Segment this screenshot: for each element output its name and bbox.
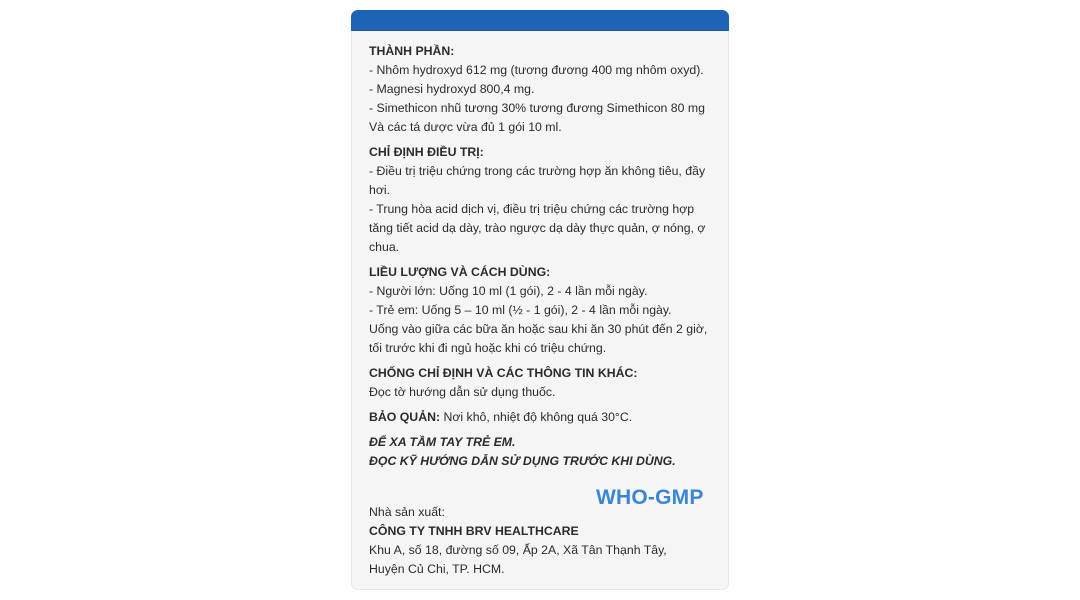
- composition-heading: THÀNH PHẦN:: [369, 44, 455, 58]
- indications-line: - Điều trị triệu chứng trong các trường hợp ăn không tiêu, đầy hơi.: [369, 164, 706, 197]
- package-label-panel: [351, 10, 729, 590]
- dosage-heading: LIỀU LƯỢNG VÀ CÁCH DÙNG:: [369, 265, 551, 279]
- manufacturer-label: Nhà sản xuất:: [369, 505, 445, 519]
- dosage-line: - Người lớn: Uống 10 ml (1 gói), 2 - 4 lần mỗi ngày.: [369, 284, 648, 298]
- composition-line: Và các tá dược vừa đủ 1 gói 10 ml.: [369, 120, 562, 134]
- manufacturer-block: [369, 503, 719, 579]
- storage-row: [369, 408, 719, 427]
- manufacturer-company: CÔNG TY TNHH BRV HEALTHCARE: [369, 524, 579, 538]
- manufacturer-address-line: Huyện Củ Chi, TP. HCM.: [369, 562, 505, 576]
- who-gmp-mark: WHO-GMP: [596, 486, 704, 509]
- storage-label: BẢO QUẢN:: [369, 410, 441, 424]
- contraindications-line: Đọc tờ hướng dẫn sử dụng thuốc.: [369, 385, 556, 399]
- manufacturer-address-line: Khu A, số 18, đường số 09, Ấp 2A, Xã Tân Thạnh Tây,: [369, 543, 667, 557]
- indications-line: - Trung hòa acid dịch vị, điều trị triệu chứng các trường hợp tăng tiết acid dạ dày, trào ngược dạ dày thực quản, ợ nóng, ợ chua.: [369, 202, 706, 254]
- warning-children: ĐỂ XA TẦM TAY TRẺ EM.: [369, 435, 516, 449]
- composition-line: - Simethicon nhũ tương 30% tương đương Simethicon 80 mg: [369, 101, 705, 115]
- top-blue-band: [351, 10, 729, 31]
- dosage-line: - Trẻ em: Uống 5 – 10 ml (½ - 1 gói), 2 - 4 lần mỗi ngày.: [369, 303, 672, 317]
- warning-read-instructions: ĐỌC KỸ HƯỚNG DẪN SỬ DỤNG TRƯỚC KHI DÙNG.: [369, 454, 676, 468]
- indications-heading: CHỈ ĐỊNH ĐIỀU TRỊ:: [369, 145, 484, 159]
- composition-line: - Nhôm hydroxyd 612 mg (tương đương 400 mg nhôm oxyd).: [369, 63, 704, 77]
- composition-line: - Magnesi hydroxyd 800,4 mg.: [369, 82, 535, 96]
- dosage-line: Uống vào giữa các bữa ăn hoặc sau khi ăn 30 phút đến 2 giờ, tối trước khi đi ngủ hoặc khi có triệu chứng.: [369, 322, 708, 355]
- label-content: [369, 40, 719, 471]
- storage-text: Nơi khô, nhiệt độ không quá 30°C.: [440, 410, 633, 424]
- contraindications-heading: CHỐNG CHỈ ĐỊNH VÀ CÁC THÔNG TIN KHÁC:: [369, 366, 638, 380]
